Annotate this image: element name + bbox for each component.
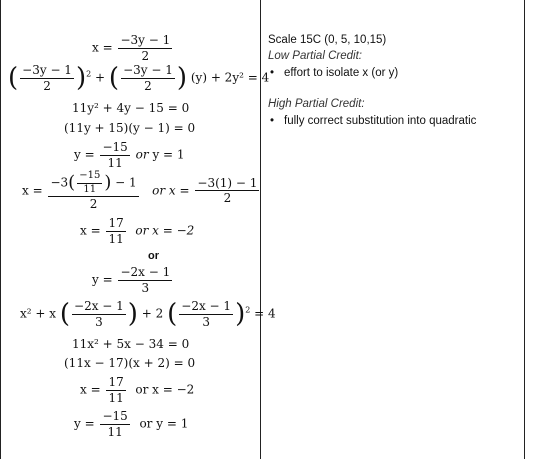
- high-partial-credit-item: • fully correct substitution into quadratic: [270, 115, 476, 127]
- eq-x-solutions: x = $\frac{17}{11}$ or x = −2: [80, 216, 195, 246]
- eq-x-solutions-2: x = $\frac{17}{11}$ or x = −2: [80, 375, 195, 405]
- low-partial-credit-header: Low Partial Credit:: [268, 50, 362, 62]
- high-partial-credit-header: High Partial Credit:: [268, 98, 365, 110]
- eq-substitution-x: x² + x ( $\frac{-2x - 1}{3}$ ) + 2 ( $\frac{-2x - 1}{3}$ )$^2$ = 4: [20, 299, 276, 330]
- eq-y-solutions: y = $\frac{-15}{11}$ or y = 1: [74, 140, 185, 170]
- eq-x-in-terms-of-y: x = $\frac{-3y - 1}{2}$: [92, 33, 171, 63]
- right-table-border: [524, 0, 525, 459]
- eq-y-in-terms-of-x: y = $\frac{-2x - 1}{3}$: [92, 265, 171, 295]
- left-table-border: [0, 0, 1, 459]
- low-partial-credit-item: • effort to isolate x (or y): [270, 67, 398, 79]
- scale-label: Scale 15C (0, 5, 10,15): [268, 34, 387, 46]
- eq-x-back-substitution: x = −3( $\frac{-15}{11}$ ) − 1 2 or x = $\frac{-3(1) - 1}{2}$: [22, 170, 258, 211]
- eq-quadratic-x: 11x² + 5x − 34 = 0: [72, 337, 190, 351]
- alternative-method-label: or: [148, 250, 159, 262]
- eq-factored-y: (11y + 15)(y − 1) = 0: [64, 121, 196, 135]
- eq-quadratic-y: 11y² + 4y − 15 = 0: [72, 101, 190, 115]
- eq-substitution-y: ( $\frac{-3y - 1}{2}$ )$^2$ + ( $\frac{-3y - 1}{2}$ ) (y) + 2y² = 4: [8, 63, 270, 94]
- eq-y-solutions-2: y = $\frac{-15}{11}$ or y = 1: [74, 409, 189, 439]
- eq-factored-x: (11x − 17)(x + 2) = 0: [64, 356, 196, 370]
